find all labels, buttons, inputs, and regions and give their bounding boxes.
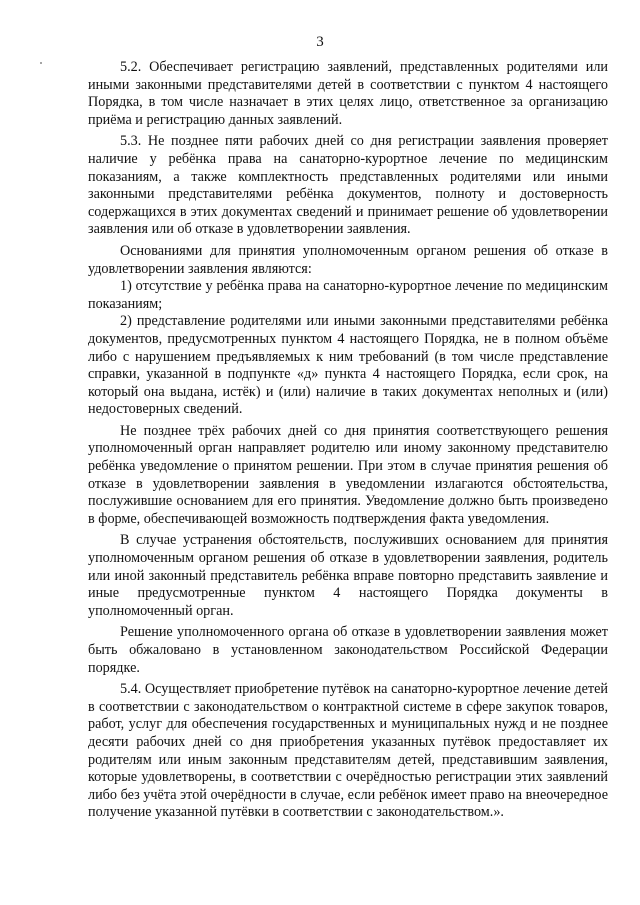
document-body: [88, 59, 608, 822]
paragraph-resubmission: В случае устранения обстоятельств, послуживших основанием для принятия уполномоченным органом решения об отказе в удовлетворении заявления, родитель или иной законный представитель ребёнка вправе повторно представить заявление и иные предусмотренные пунктом 4 настоящего Порядка документы в уполномоченный орган.: [88, 532, 608, 619]
paragraph-notification: Не позднее трёх рабочих дней со дня принятия соответствующего решения уполномоченный орган направляет родителю или иному законному представителю ребёнка уведомление о принятом решении. При этом в случае принятия решения об отказе в удовлетворении заявления в уведомлении излагаются обстоятельства, послужившие основанием для его принятия. Уведомление должно быть произведено в форме, обеспечивающей возможность подтверждения факта уведомления.: [88, 422, 608, 527]
paragraph-refusal-grounds: Основаниями для принятия уполномоченным органом решения об отказе в удовлетворении заявления являются:: [88, 242, 608, 277]
paragraph-appeal: Решение уполномоченного органа об отказе в удовлетворении заявления может быть обжаловано в установленном законодательством Российской Федерации порядке.: [88, 624, 608, 676]
paragraph-5-2: 5.2. Обеспечивает регистрацию заявлений, представленных родителями или иными законными представителями детей в соответствии с пунктом 4 настоящего Порядка, в том числе назначает в этих целях лицо, ответственное за организацию приёма и регистрацию данных заявлений.: [88, 59, 608, 128]
paragraph-ground-2: 2) представление родителями или иными законными представителями ребёнка документов, предусмотренных пунктом 4 настоящего Порядка, не в полном объёме либо с нарушением предъявляемых к ним требований (в том числе представление справки, указанной в подпункте «д» пункта 4 настоящего Порядка, если срок, на который она выдана, истёк) и (или) наличие в таких документах неполных и (или) недостоверных сведений.: [88, 313, 608, 418]
scan-speck: [40, 62, 42, 64]
page-number: 3: [316, 34, 324, 50]
paragraph-5-3: 5.3. Не позднее пяти рабочих дней со дня регистрации заявления проверяет наличие у ребёнка права на санаторно-курортное лечение по медицинским показаниям, а также комплектность представленных родителями или иными законными представителями ребёнка документов, полноту и достоверность содержащихся в этих документах сведений и принимает решение об удовлетворении заявления или об отказе в удовлетворении заявления.: [88, 133, 608, 238]
paragraph-5-4: 5.4. Осуществляет приобретение путёвок на санаторно-курортное лечение детей в соответствии с законодательством о контрактной системе в сфере закупок товаров, работ, услуг для обеспечения государственных и муниципальных нужд и не позднее десяти рабочих дней со дня приобретения указанных путёвок предоставляет их родителям или иным законным представителям детей, представившим заявления, которые удовлетворены, в соответствии с очерёдностью регистрации этих заявлений либо без учёта этой очерёдности в случае, если ребёнок имеет право на внеочередное получение указанной путёвки в соответствии с законодательством.».: [88, 681, 608, 821]
paragraph-ground-1: 1) отсутствие у ребёнка права на санаторно-курортное лечение по медицинским показаниям;: [88, 278, 608, 312]
